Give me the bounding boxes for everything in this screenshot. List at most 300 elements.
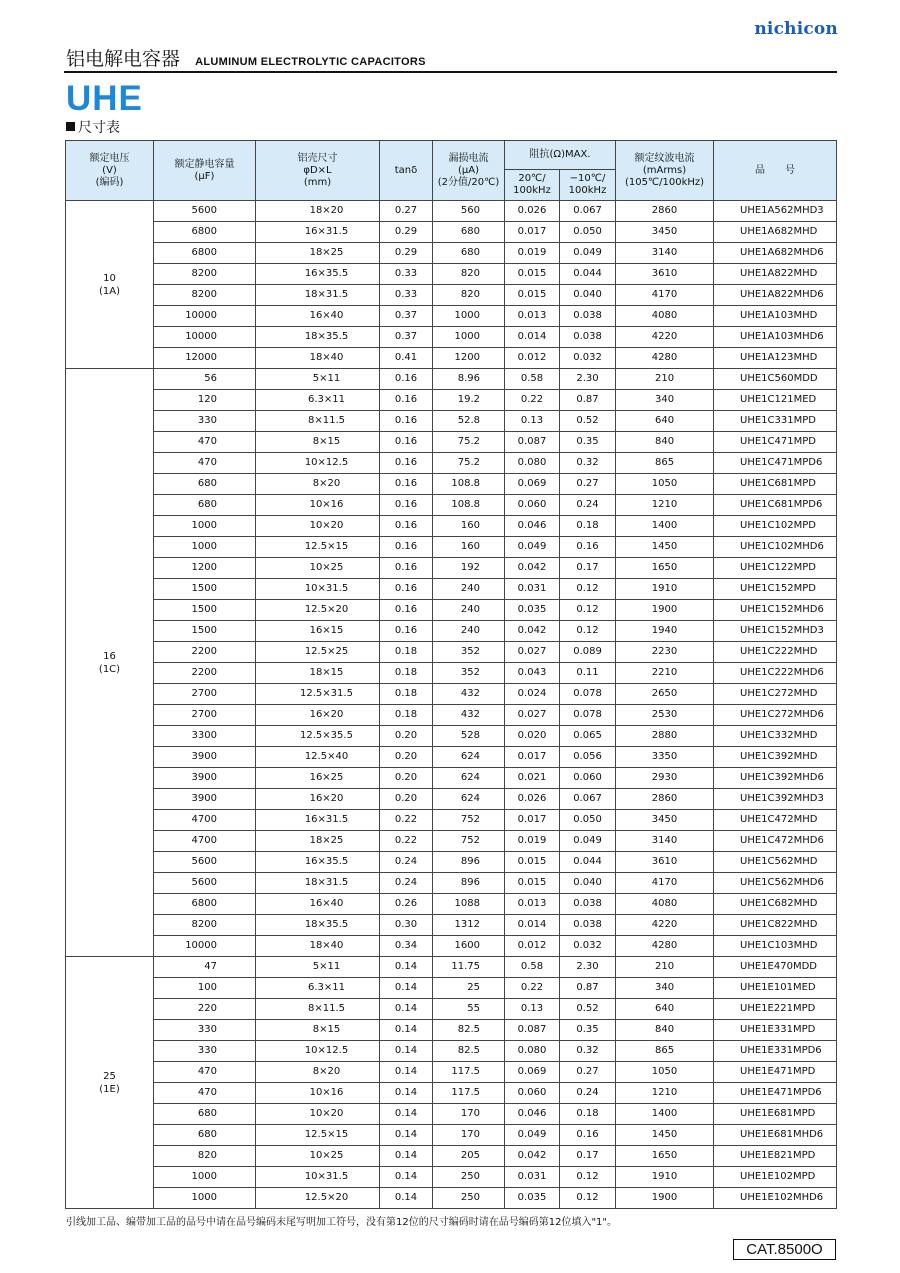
cell-impedance-minus10c: 0.12: [560, 1188, 616, 1209]
cell-capacitance: 1500: [154, 600, 256, 621]
cell-leakage-current: 560: [433, 201, 505, 222]
cell-tan-delta: 0.14: [380, 1146, 433, 1167]
cell-part-number: UHE1C560MDD: [714, 369, 837, 390]
cell-ripple-current: 1650: [616, 1146, 714, 1167]
cell-part-number: UHE1C272MHD6: [714, 705, 837, 726]
cell-impedance-minus10c: 0.038: [560, 306, 616, 327]
cell-capacitance: 8200: [154, 915, 256, 936]
cell-impedance-minus10c: 0.078: [560, 705, 616, 726]
cell-part-number: UHE1C272MHD: [714, 684, 837, 705]
table-row: [66, 768, 837, 789]
cell-leakage-current: 624: [433, 747, 505, 768]
cell-case-size: 18×15: [256, 663, 380, 684]
cell-capacitance: 3900: [154, 747, 256, 768]
cell-part-number: UHE1C103MHD: [714, 936, 837, 957]
table-row: [66, 474, 837, 495]
cell-capacitance: 2700: [154, 684, 256, 705]
cell-leakage-current: 75.2: [433, 432, 505, 453]
cell-tan-delta: 0.14: [380, 1167, 433, 1188]
cell-impedance-minus10c: 0.12: [560, 600, 616, 621]
series-name: UHE: [66, 79, 143, 118]
table-row: [66, 432, 837, 453]
cell-impedance-20c: 0.017: [505, 222, 560, 243]
cell-tan-delta: 0.18: [380, 642, 433, 663]
cell-ripple-current: 3450: [616, 810, 714, 831]
cell-part-number: UHE1E331MPD: [714, 1020, 837, 1041]
cell-leakage-current: 896: [433, 873, 505, 894]
cell-impedance-minus10c: 0.18: [560, 1104, 616, 1125]
cell-tan-delta: 0.16: [380, 495, 433, 516]
cell-impedance-20c: 0.22: [505, 978, 560, 999]
cell-leakage-current: 250: [433, 1188, 505, 1209]
cell-leakage-current: 896: [433, 852, 505, 873]
cell-tan-delta: 0.27: [380, 201, 433, 222]
cell-capacitance: 470: [154, 432, 256, 453]
cell-impedance-20c: 0.019: [505, 831, 560, 852]
cell-leakage-current: 108.8: [433, 474, 505, 495]
cell-impedance-minus10c: 0.16: [560, 537, 616, 558]
cell-case-size: 16×20: [256, 705, 380, 726]
cell-case-size: 12.5×20: [256, 600, 380, 621]
square-bullet-icon: [66, 122, 75, 131]
table-row: [66, 978, 837, 999]
cell-capacitance: 330: [154, 411, 256, 432]
cell-leakage-current: 752: [433, 810, 505, 831]
table-row: [66, 663, 837, 684]
cell-impedance-20c: 0.014: [505, 327, 560, 348]
cell-part-number: UHE1C472MHD: [714, 810, 837, 831]
cell-part-number: UHE1A123MHD: [714, 348, 837, 369]
cell-case-size: 8×20: [256, 474, 380, 495]
voltage-group-cell: [66, 369, 154, 957]
cell-tan-delta: 0.16: [380, 537, 433, 558]
cell-case-size: 18×25: [256, 831, 380, 852]
cell-leakage-current: 1600: [433, 936, 505, 957]
cell-capacitance: 12000: [154, 348, 256, 369]
cell-case-size: 18×20: [256, 201, 380, 222]
cell-ripple-current: 1050: [616, 474, 714, 495]
table-row: [66, 684, 837, 705]
cell-impedance-20c: 0.015: [505, 285, 560, 306]
cell-impedance-20c: 0.035: [505, 1188, 560, 1209]
cell-ripple-current: 1900: [616, 1188, 714, 1209]
cell-part-number: UHE1A822MHD6: [714, 285, 837, 306]
cell-leakage-current: 75.2: [433, 453, 505, 474]
cell-ripple-current: 1400: [616, 1104, 714, 1125]
cell-impedance-20c: 0.020: [505, 726, 560, 747]
cell-part-number: UHE1E101MED: [714, 978, 837, 999]
cell-impedance-minus10c: 0.044: [560, 852, 616, 873]
cell-ripple-current: 3140: [616, 243, 714, 264]
cell-capacitance: 8200: [154, 285, 256, 306]
cell-ripple-current: 2930: [616, 768, 714, 789]
cell-impedance-minus10c: 0.050: [560, 222, 616, 243]
cell-tan-delta: 0.37: [380, 327, 433, 348]
cell-impedance-minus10c: 0.067: [560, 789, 616, 810]
cell-case-size: 10×16: [256, 495, 380, 516]
table-row: [66, 789, 837, 810]
cell-tan-delta: 0.30: [380, 915, 433, 936]
cell-impedance-20c: 0.027: [505, 642, 560, 663]
cell-case-size: 10×20: [256, 516, 380, 537]
table-row: [66, 726, 837, 747]
cell-tan-delta: 0.20: [380, 747, 433, 768]
cell-capacitance: 820: [154, 1146, 256, 1167]
cell-ripple-current: 340: [616, 978, 714, 999]
cell-leakage-current: 170: [433, 1104, 505, 1125]
cell-ripple-current: 1910: [616, 1167, 714, 1188]
cell-ripple-current: 1900: [616, 600, 714, 621]
cell-case-size: 12.5×35.5: [256, 726, 380, 747]
table-row: [66, 621, 837, 642]
cell-leakage-current: 528: [433, 726, 505, 747]
cell-ripple-current: 3450: [616, 222, 714, 243]
cell-case-size: 10×12.5: [256, 1041, 380, 1062]
header-title-cn: 铝电解电容器: [66, 48, 181, 70]
voltage-code: (1A): [98, 285, 120, 297]
cell-impedance-20c: 0.027: [505, 705, 560, 726]
cell-case-size: 16×31.5: [256, 810, 380, 831]
cell-impedance-minus10c: 0.049: [560, 831, 616, 852]
cell-leakage-current: 117.5: [433, 1062, 505, 1083]
cell-capacitance: 10000: [154, 306, 256, 327]
cell-part-number: UHE1C681MPD: [714, 474, 837, 495]
cell-impedance-20c: 0.019: [505, 243, 560, 264]
cell-impedance-minus10c: 0.056: [560, 747, 616, 768]
table-row: [66, 558, 837, 579]
cell-tan-delta: 0.14: [380, 978, 433, 999]
cell-impedance-20c: 0.013: [505, 306, 560, 327]
cell-impedance-20c: 0.069: [505, 1062, 560, 1083]
cell-ripple-current: 840: [616, 1020, 714, 1041]
cell-ripple-current: 2230: [616, 642, 714, 663]
cell-ripple-current: 210: [616, 369, 714, 390]
cell-case-size: 16×40: [256, 306, 380, 327]
table-row: [66, 810, 837, 831]
voltage-code: (1E): [99, 1083, 120, 1095]
table-row: [66, 579, 837, 600]
cell-impedance-20c: 0.13: [505, 411, 560, 432]
cell-leakage-current: 19.2: [433, 390, 505, 411]
cell-leakage-current: 205: [433, 1146, 505, 1167]
section-heading: [66, 119, 120, 137]
cell-case-size: 16×35.5: [256, 852, 380, 873]
cell-part-number: UHE1C392MHD6: [714, 768, 837, 789]
cell-impedance-minus10c: 0.067: [560, 201, 616, 222]
cell-part-number: UHE1C562MHD6: [714, 873, 837, 894]
cell-tan-delta: 0.34: [380, 936, 433, 957]
cell-impedance-20c: 0.012: [505, 348, 560, 369]
table-row: [66, 369, 837, 390]
cell-impedance-20c: 0.021: [505, 768, 560, 789]
header-impedance: 阻抗(Ω)MAX.: [505, 141, 616, 170]
cell-impedance-minus10c: 0.040: [560, 285, 616, 306]
cell-leakage-current: 1088: [433, 894, 505, 915]
cell-impedance-20c: 0.035: [505, 600, 560, 621]
cell-part-number: UHE1E681MPD: [714, 1104, 837, 1125]
cell-impedance-minus10c: 0.060: [560, 768, 616, 789]
cell-tan-delta: 0.16: [380, 390, 433, 411]
table-row: [66, 894, 837, 915]
cell-leakage-current: 170: [433, 1125, 505, 1146]
cell-part-number: UHE1A682MHD: [714, 222, 837, 243]
cell-part-number: UHE1E331MPD6: [714, 1041, 837, 1062]
cell-part-number: UHE1E221MPD: [714, 999, 837, 1020]
cell-impedance-20c: 0.014: [505, 915, 560, 936]
cell-case-size: 10×20: [256, 1104, 380, 1125]
cell-capacitance: 10000: [154, 327, 256, 348]
cell-tan-delta: 0.33: [380, 285, 433, 306]
cell-impedance-minus10c: 0.32: [560, 1041, 616, 1062]
dimension-table: [65, 140, 837, 1209]
cell-ripple-current: 2880: [616, 726, 714, 747]
cell-ripple-current: 2530: [616, 705, 714, 726]
cell-part-number: UHE1C392MHD3: [714, 789, 837, 810]
cell-impedance-minus10c: 0.87: [560, 978, 616, 999]
cell-capacitance: 10000: [154, 936, 256, 957]
cell-impedance-minus10c: 0.032: [560, 348, 616, 369]
cell-impedance-minus10c: 0.050: [560, 810, 616, 831]
cell-impedance-minus10c: 0.040: [560, 873, 616, 894]
cell-case-size: 10×16: [256, 1083, 380, 1104]
cell-impedance-20c: 0.046: [505, 516, 560, 537]
cell-tan-delta: 0.14: [380, 1104, 433, 1125]
cell-capacitance: 47: [154, 957, 256, 978]
cell-impedance-minus10c: 0.032: [560, 936, 616, 957]
cell-tan-delta: 0.14: [380, 1083, 433, 1104]
cell-impedance-20c: 0.015: [505, 852, 560, 873]
header-impedance-20c: 20℃/ 100kHz: [505, 170, 560, 201]
cell-impedance-minus10c: 0.12: [560, 621, 616, 642]
cell-tan-delta: 0.16: [380, 516, 433, 537]
cell-capacitance: 4700: [154, 810, 256, 831]
cell-ripple-current: 2210: [616, 663, 714, 684]
cell-impedance-minus10c: 0.87: [560, 390, 616, 411]
cell-leakage-current: 240: [433, 579, 505, 600]
cell-impedance-minus10c: 2.30: [560, 369, 616, 390]
table-row: [66, 537, 837, 558]
cell-tan-delta: 0.16: [380, 453, 433, 474]
cell-capacitance: 5600: [154, 852, 256, 873]
cell-impedance-20c: 0.017: [505, 810, 560, 831]
cell-impedance-minus10c: 0.52: [560, 411, 616, 432]
cell-capacitance: 2200: [154, 642, 256, 663]
table-row: [66, 327, 837, 348]
cell-case-size: 12.5×25: [256, 642, 380, 663]
cell-ripple-current: 4280: [616, 348, 714, 369]
cell-part-number: UHE1E470MDD: [714, 957, 837, 978]
cell-tan-delta: 0.14: [380, 957, 433, 978]
cell-impedance-minus10c: 0.17: [560, 558, 616, 579]
cell-leakage-current: 160: [433, 516, 505, 537]
cell-tan-delta: 0.33: [380, 264, 433, 285]
header-leakage-current: 漏损电流 (μA) (2分值/20℃): [433, 141, 505, 201]
cell-case-size: 18×31.5: [256, 873, 380, 894]
cell-leakage-current: 432: [433, 684, 505, 705]
cell-part-number: UHE1A822MHD: [714, 264, 837, 285]
cell-capacitance: 120: [154, 390, 256, 411]
cell-part-number: UHE1E102MHD6: [714, 1188, 837, 1209]
cell-part-number: UHE1E102MPD: [714, 1167, 837, 1188]
cell-capacitance: 3300: [154, 726, 256, 747]
cell-case-size: 16×40: [256, 894, 380, 915]
table-row: [66, 873, 837, 894]
cell-leakage-current: 1000: [433, 306, 505, 327]
cell-part-number: UHE1C222MHD6: [714, 663, 837, 684]
cell-leakage-current: 250: [433, 1167, 505, 1188]
cell-impedance-minus10c: 0.32: [560, 453, 616, 474]
cell-ripple-current: 3610: [616, 852, 714, 873]
cell-capacitance: 56: [154, 369, 256, 390]
cell-capacitance: 5600: [154, 201, 256, 222]
cell-capacitance: 470: [154, 453, 256, 474]
cell-ripple-current: 4080: [616, 306, 714, 327]
cell-impedance-20c: 0.087: [505, 1020, 560, 1041]
cell-tan-delta: 0.16: [380, 600, 433, 621]
cell-leakage-current: 1000: [433, 327, 505, 348]
cell-part-number: UHE1C332MHD: [714, 726, 837, 747]
table-row: [66, 1020, 837, 1041]
cell-leakage-current: 160: [433, 537, 505, 558]
rated-voltage: 16: [103, 650, 116, 662]
cell-capacitance: 1000: [154, 516, 256, 537]
cell-capacitance: 470: [154, 1062, 256, 1083]
cell-impedance-minus10c: 0.52: [560, 999, 616, 1020]
cell-impedance-minus10c: 0.12: [560, 1167, 616, 1188]
cell-ripple-current: 1450: [616, 537, 714, 558]
cell-impedance-20c: 0.087: [505, 432, 560, 453]
cell-ripple-current: 210: [616, 957, 714, 978]
cell-ripple-current: 1210: [616, 1083, 714, 1104]
cell-case-size: 12.5×20: [256, 1188, 380, 1209]
table-row: [66, 1062, 837, 1083]
page-header: [66, 44, 426, 70]
table-row: [66, 1104, 837, 1125]
cell-impedance-20c: 0.031: [505, 1167, 560, 1188]
cell-tan-delta: 0.20: [380, 768, 433, 789]
cell-ripple-current: 1940: [616, 621, 714, 642]
cell-impedance-20c: 0.080: [505, 453, 560, 474]
cell-impedance-20c: 0.012: [505, 936, 560, 957]
cell-ripple-current: 2860: [616, 201, 714, 222]
cell-part-number: UHE1C472MHD6: [714, 831, 837, 852]
cell-ripple-current: 4220: [616, 327, 714, 348]
table-row: [66, 1083, 837, 1104]
cell-ripple-current: 865: [616, 453, 714, 474]
cell-tan-delta: 0.41: [380, 348, 433, 369]
cell-tan-delta: 0.37: [380, 306, 433, 327]
cell-impedance-20c: 0.049: [505, 1125, 560, 1146]
cell-capacitance: 680: [154, 1104, 256, 1125]
cell-case-size: 18×35.5: [256, 915, 380, 936]
cell-tan-delta: 0.16: [380, 621, 433, 642]
header-divider: [64, 71, 837, 73]
cell-impedance-minus10c: 0.35: [560, 1020, 616, 1041]
table-row: [66, 285, 837, 306]
cell-impedance-minus10c: 0.16: [560, 1125, 616, 1146]
table-row: [66, 1041, 837, 1062]
cell-case-size: 8×15: [256, 432, 380, 453]
cell-part-number: UHE1A682MHD6: [714, 243, 837, 264]
cell-tan-delta: 0.14: [380, 1188, 433, 1209]
cell-part-number: UHE1C471MPD: [714, 432, 837, 453]
cell-part-number: UHE1C681MPD6: [714, 495, 837, 516]
cell-leakage-current: 82.5: [433, 1041, 505, 1062]
cell-tan-delta: 0.14: [380, 1125, 433, 1146]
voltage-group-cell: [66, 957, 154, 1209]
cell-case-size: 16×15: [256, 621, 380, 642]
cell-capacitance: 680: [154, 1125, 256, 1146]
cell-ripple-current: 1650: [616, 558, 714, 579]
cell-capacitance: 1500: [154, 579, 256, 600]
cell-leakage-current: 820: [433, 285, 505, 306]
cell-part-number: UHE1C471MPD6: [714, 453, 837, 474]
cell-tan-delta: 0.29: [380, 222, 433, 243]
cell-tan-delta: 0.26: [380, 894, 433, 915]
cell-impedance-minus10c: 0.17: [560, 1146, 616, 1167]
cell-impedance-minus10c: 0.038: [560, 894, 616, 915]
cell-ripple-current: 1050: [616, 1062, 714, 1083]
cell-case-size: 8×11.5: [256, 999, 380, 1020]
cell-impedance-20c: 0.042: [505, 621, 560, 642]
cell-impedance-minus10c: 0.35: [560, 432, 616, 453]
cell-part-number: UHE1C122MPD: [714, 558, 837, 579]
table-row: [66, 222, 837, 243]
table-row: [66, 1188, 837, 1209]
cell-part-number: UHE1C121MED: [714, 390, 837, 411]
cell-tan-delta: 0.29: [380, 243, 433, 264]
cell-case-size: 12.5×40: [256, 747, 380, 768]
cell-leakage-current: 82.5: [433, 1020, 505, 1041]
cell-case-size: 12.5×31.5: [256, 684, 380, 705]
cell-leakage-current: 52.8: [433, 411, 505, 432]
cell-ripple-current: 4220: [616, 915, 714, 936]
cell-case-size: 8×20: [256, 1062, 380, 1083]
cell-part-number: UHE1C152MHD3: [714, 621, 837, 642]
cell-capacitance: 8200: [154, 264, 256, 285]
cell-impedance-20c: 0.042: [505, 558, 560, 579]
cell-ripple-current: 3350: [616, 747, 714, 768]
cell-case-size: 16×20: [256, 789, 380, 810]
cell-capacitance: 6800: [154, 222, 256, 243]
cell-part-number: UHE1E471MPD6: [714, 1083, 837, 1104]
cell-impedance-20c: 0.017: [505, 747, 560, 768]
cell-ripple-current: 2650: [616, 684, 714, 705]
cell-impedance-minus10c: 0.18: [560, 516, 616, 537]
table-row: [66, 495, 837, 516]
cell-part-number: UHE1C152MHD6: [714, 600, 837, 621]
cell-impedance-20c: 0.049: [505, 537, 560, 558]
cell-capacitance: 680: [154, 495, 256, 516]
cell-case-size: 10×12.5: [256, 453, 380, 474]
cell-impedance-20c: 0.22: [505, 390, 560, 411]
cell-impedance-20c: 0.015: [505, 873, 560, 894]
header-title-en: ALUMINUM ELECTROLYTIC CAPACITORS: [195, 56, 426, 68]
cell-capacitance: 1000: [154, 1167, 256, 1188]
cell-leakage-current: 25: [433, 978, 505, 999]
table-row: [66, 705, 837, 726]
cell-leakage-current: 624: [433, 768, 505, 789]
cell-case-size: 12.5×15: [256, 1125, 380, 1146]
cell-leakage-current: 240: [433, 600, 505, 621]
cell-impedance-20c: 0.080: [505, 1041, 560, 1062]
cell-ripple-current: 1400: [616, 516, 714, 537]
cell-capacitance: 1200: [154, 558, 256, 579]
header-voltage: 额定电压 (V) (编码): [66, 141, 154, 201]
cell-capacitance: 1000: [154, 537, 256, 558]
cell-case-size: 16×35.5: [256, 264, 380, 285]
cell-case-size: 5×11: [256, 957, 380, 978]
